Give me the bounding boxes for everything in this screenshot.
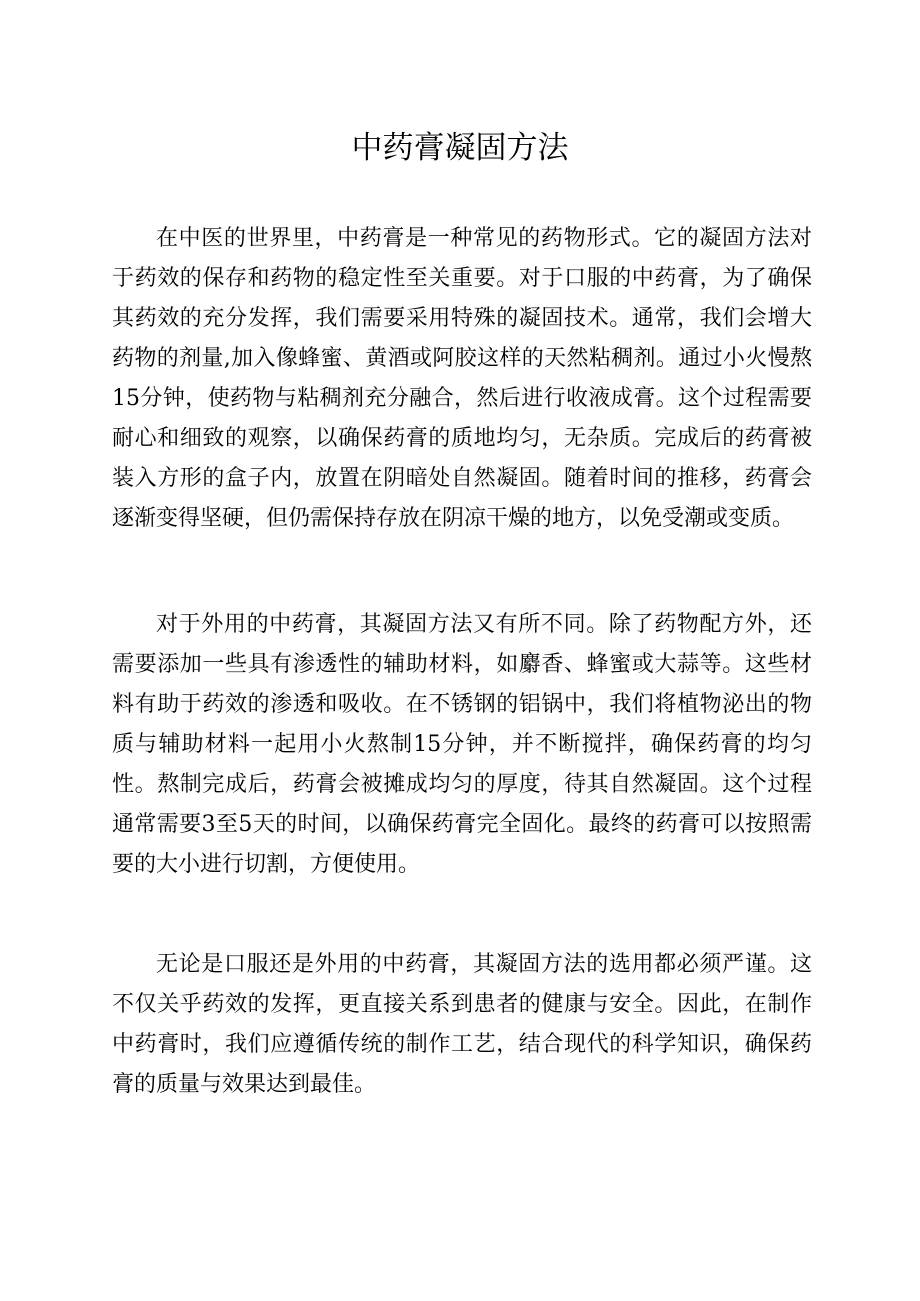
paragraph-conclusion: 无论是口服还是外用的中药膏，其凝固方法的选用都必须严谨。这不仅关乎药效的发挥，更直接关系到患者的健康与安全。因此，在制作中药膏时，我们应遵循传统的制作工艺，结合现代的科学知识，确保药膏的质量与效果达到最佳。 — [112, 952, 812, 1097]
paragraph-oral-paste: 在中医的世界里，中药膏是一种常见的药物形式。它的凝固方法对于药效的保存和药物的稳定性至关重要。对于口服的中药膏，为了确保其药效的充分发挥，我们需要采用特殊的凝固技术。通常，我们会增大药物的剂量,加入像蜂蜜、黄酒或阿胶这样的天然粘稠剂。通过小火慢熬15分钟，使药物与粘稠剂充分融合，然后进行收液成膏。这个过程需要耐心和细致的观察，以确保药膏的质地均匀，无杂质。完成后的药膏被装入方形的盒子内，放置在阴暗处自然凝固。随着时间的推移，药膏会逐渐变得坚硬，但仍需保持存放在阴凉干燥的地方，以免受潮或变质。 — [112, 226, 812, 531]
paragraph-topical-paste: 对于外用的中药膏，其凝固方法又有所不同。除了药物配方外，还需要添加一些具有渗透性的辅助材料，如麝香、蜂蜜或大蒜等。这些材料有助于药效的渗透和吸收。在不锈钢的铝锅中，我们将植物泌出的物质与辅助材料一起用小火熬制15分钟，并不断搅拌，确保药膏的均匀性。熬制完成后，药膏会被摊成均匀的厚度，待其自然凝固。这个过程通常需要3至5天的时间，以确保药膏完全固化。最终的药膏可以按照需要的大小进行切割，方便使用。 — [112, 612, 812, 877]
document-title: 中药膏凝固方法 — [351, 130, 569, 166]
